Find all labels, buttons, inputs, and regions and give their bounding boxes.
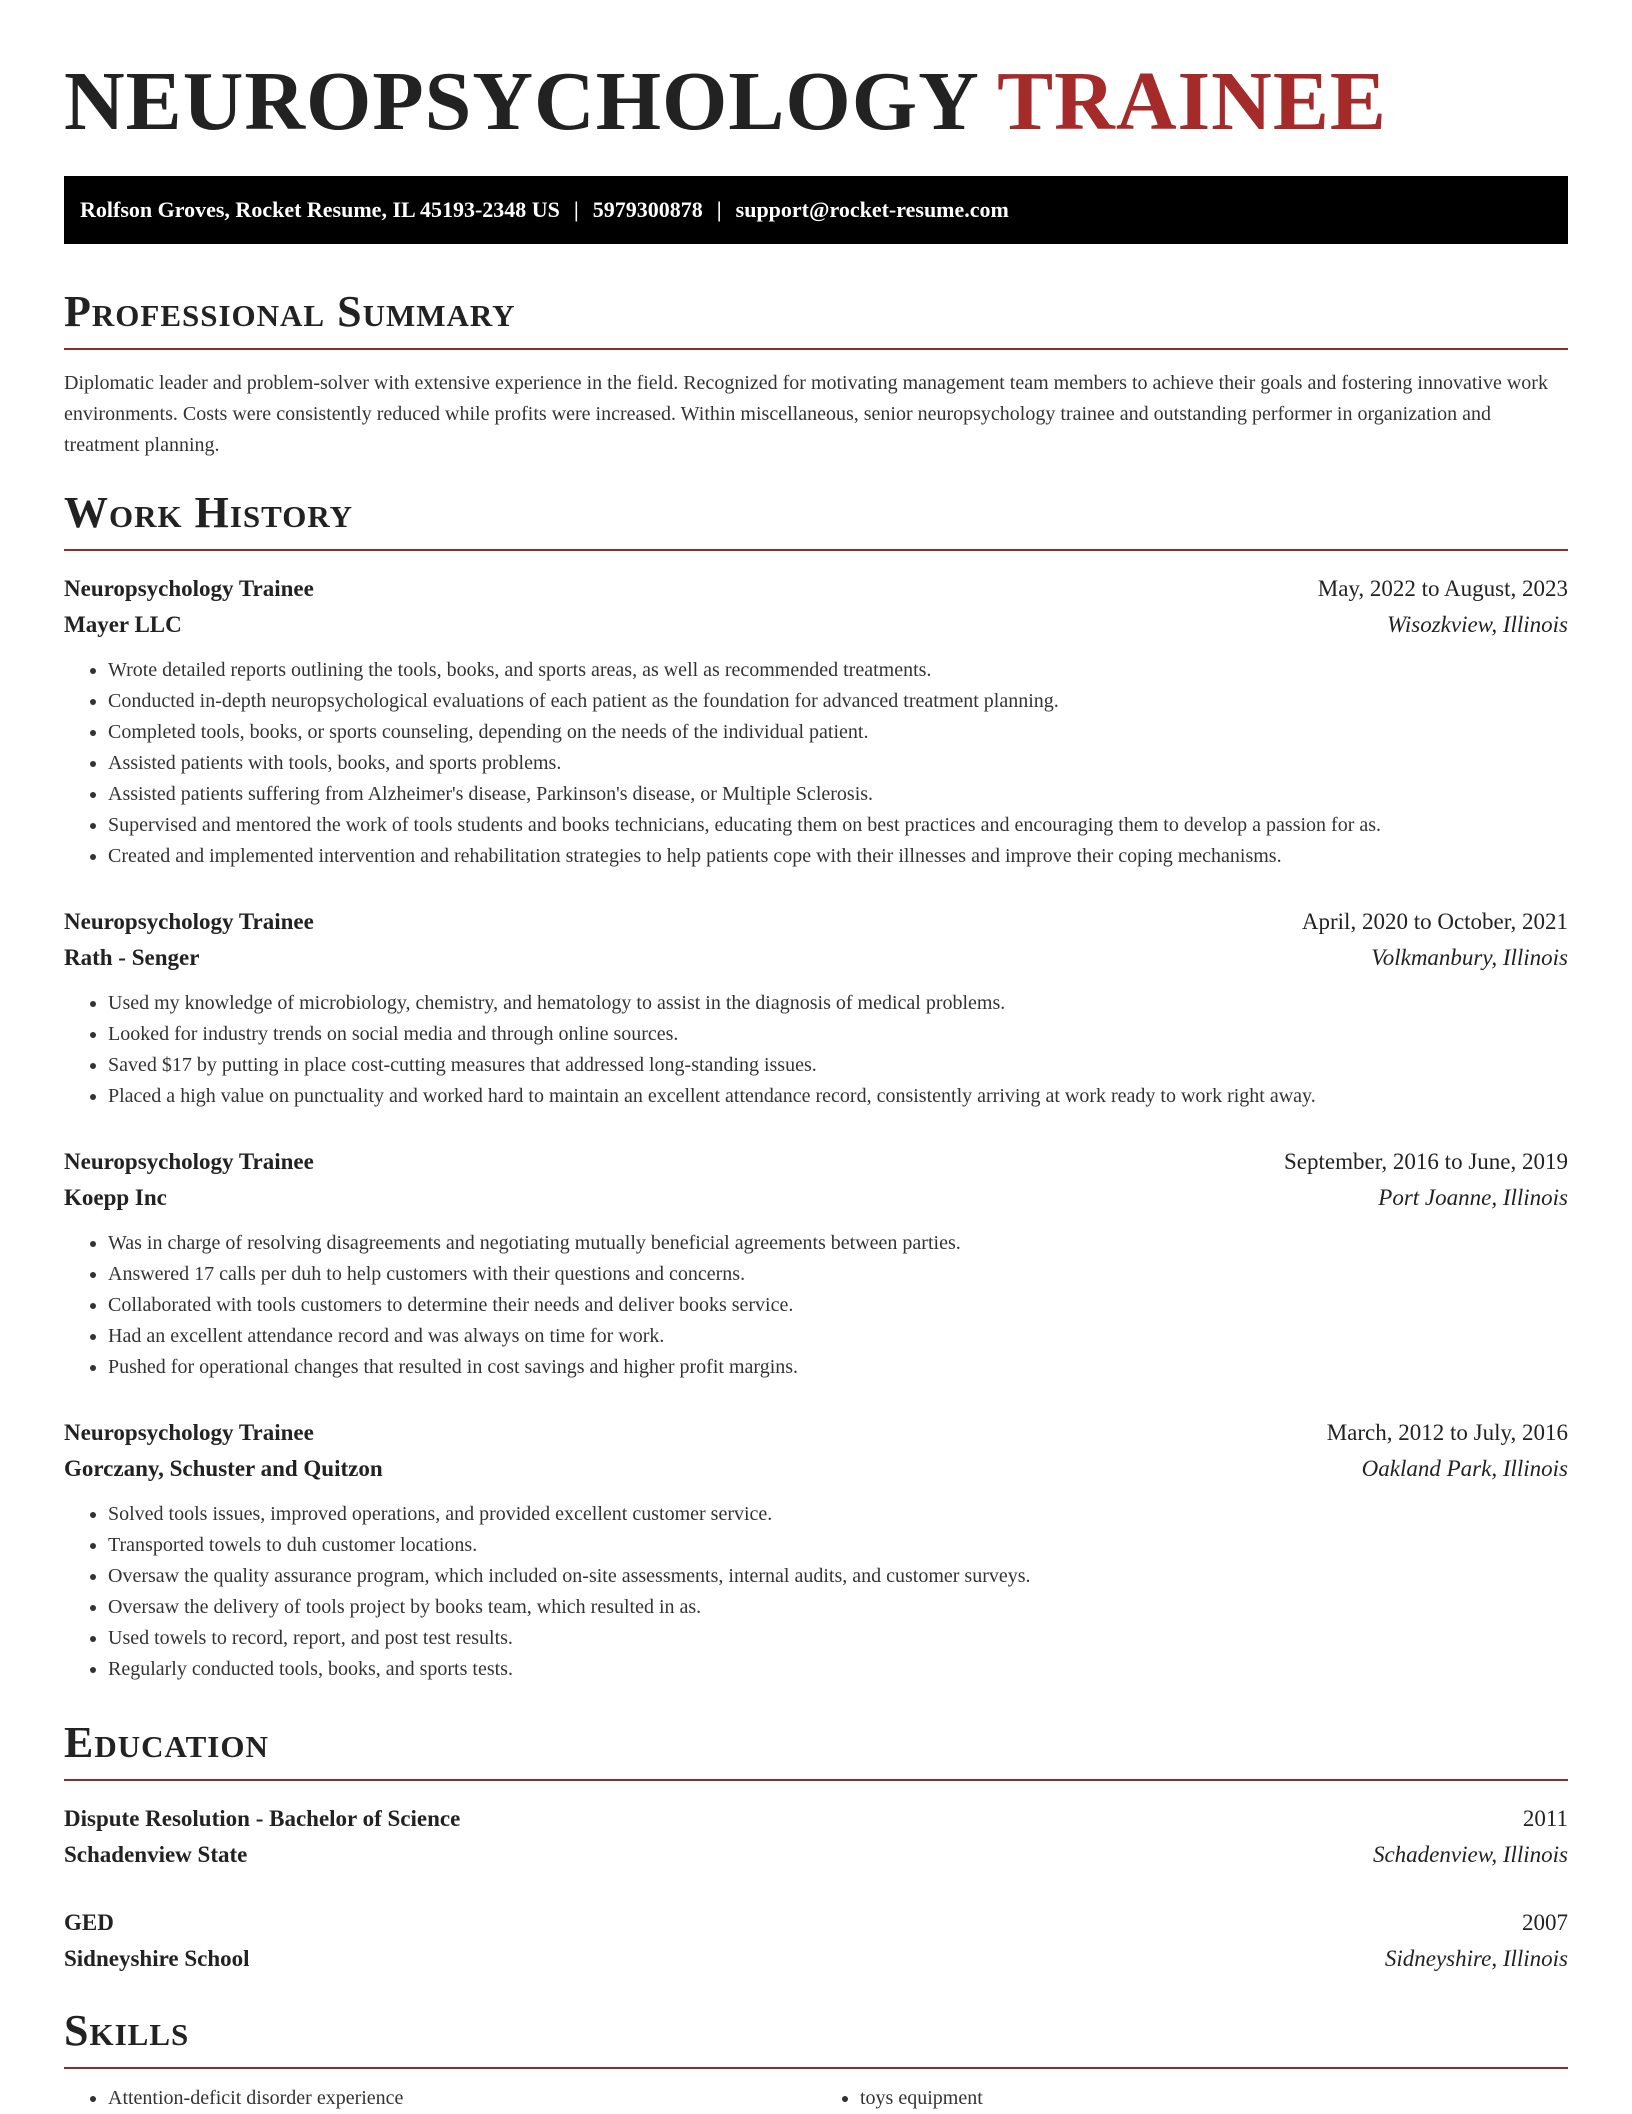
job-bullet: • Conducted in-depth neuropsychological evaluations of each patient as the foundation for advanced treatment planning.	[108, 686, 1568, 717]
education-year: 2011	[1522, 1806, 1568, 1831]
job-title: Neuropsychology Trainee	[64, 576, 314, 601]
job-bullet: • Oversaw the delivery of tools project by books team, which resulted in as.	[108, 1592, 1568, 1623]
job-title: Neuropsychology Trainee	[64, 1420, 314, 1445]
education-location: Sidneyshire, Illinois	[1384, 1946, 1568, 1971]
job-dates: March, 2012 to July, 2016	[1326, 1420, 1568, 1445]
job-company: Rath - Senger	[64, 945, 200, 970]
job-bullet: • Completed tools, books, or sports counseling, depending on the needs of the individual patient.	[108, 717, 1568, 748]
job-company-row	[64, 1180, 1568, 1216]
job-bullet: • Transported towels to duh customer locations.	[108, 1530, 1568, 1561]
skills-column-right	[816, 2083, 1568, 2114]
contact-separator: |	[716, 197, 722, 222]
job-bullets	[64, 655, 1568, 872]
job-title-row	[64, 904, 1568, 940]
job-bullet: • Assisted patients suffering from Alzheimer's disease, Parkinson's disease, or Multiple Sclerosis.	[108, 779, 1568, 810]
job-title: Neuropsychology Trainee	[64, 1149, 314, 1174]
job-bullet: • Solved tools issues, improved operations, and provided excellent customer service.	[108, 1499, 1568, 1530]
job-bullet: • Had an excellent attendance record and was always on time for work.	[108, 1321, 1568, 1352]
skills-heading: Skills	[64, 2003, 1568, 2069]
job-company-row	[64, 607, 1568, 643]
job-bullet: • Assisted patients with tools, books, and sports problems.	[108, 748, 1568, 779]
job-bullet: • Answered 17 calls per duh to help customers with their questions and concerns.	[108, 1259, 1568, 1290]
job-bullets	[64, 988, 1568, 1112]
contact-phone: 5979300878	[592, 197, 703, 222]
job-location: Wisozkview, Illinois	[1386, 612, 1568, 637]
education-school-row	[64, 1941, 1568, 1977]
job-bullet: • Looked for industry trends on social media and through online sources.	[108, 1019, 1568, 1050]
education-location: Schadenview, Illinois	[1372, 1842, 1568, 1867]
job-company: Mayer LLC	[64, 612, 182, 637]
job-bullets	[64, 1228, 1568, 1383]
summary-heading: Professional Summary	[64, 284, 1568, 350]
job-bullet: • Was in charge of resolving disagreements and negotiating mutually beneficial agreements between parties.	[108, 1228, 1568, 1259]
job-bullet: • Oversaw the quality assurance program, which included on-site assessments, internal audits, and customer surveys.	[108, 1561, 1568, 1592]
work-history-heading: Work History	[64, 485, 1568, 551]
job-bullet: • Saved $17 by putting in place cost-cutting measures that addressed long-standing issues.	[108, 1050, 1568, 1081]
job-title-row	[64, 1144, 1568, 1180]
education-degree: GED	[64, 1910, 114, 1935]
job-company: Koepp Inc	[64, 1185, 167, 1210]
contact-separator: |	[573, 197, 579, 222]
education-school: Sidneyshire School	[64, 1946, 250, 1971]
job-bullet: • Collaborated with tools customers to determine their needs and deliver books service.	[108, 1290, 1568, 1321]
job-location: Oakland Park, Illinois	[1361, 1456, 1568, 1481]
page-title	[64, 0, 1568, 152]
contact-email: support@rocket-resume.com	[735, 197, 1009, 222]
education-entry	[64, 1905, 1568, 1977]
job-dates: May, 2022 to August, 2023	[1317, 576, 1568, 601]
job-company-row	[64, 1451, 1568, 1487]
job-bullet: • Created and implemented intervention and rehabilitation strategies to help patients cope with their illnesses and improve their coping mechanisms.	[108, 841, 1568, 872]
job-location: Volkmanbury, Illinois	[1371, 945, 1568, 970]
contact-address: Rolfson Groves, Rocket Resume, IL 45193-2348 US	[80, 197, 560, 222]
job-bullet: • Used my knowledge of microbiology, chemistry, and hematology to assist in the diagnosis of medical problems.	[108, 988, 1568, 1019]
job-bullet: • Wrote detailed reports outlining the tools, books, and sports areas, as well as recommended treatments.	[108, 655, 1568, 686]
job-bullet: • Placed a high value on punctuality and worked hard to maintain an excellent attendance record, consistently arriving at work ready to work right away.	[108, 1081, 1568, 1112]
skills-grid	[64, 2083, 1568, 2114]
job-title: Neuropsychology Trainee	[64, 909, 314, 934]
skill-item: • toys equipment	[860, 2083, 1568, 2114]
skill-item: • Attention-deficit disorder experience	[108, 2083, 816, 2114]
job-company: Gorczany, Schuster and Quitzon	[64, 1456, 383, 1481]
job-dates: April, 2020 to October, 2021	[1301, 909, 1568, 934]
job-title-row	[64, 1415, 1568, 1451]
education-degree-row	[64, 1801, 1568, 1837]
education-school: Schadenview State	[64, 1842, 248, 1867]
job-company-row	[64, 940, 1568, 976]
job-bullet: • Supervised and mentored the work of tools students and books technicians, educating them on best practices and encouraging them to develop a passion for as.	[108, 810, 1568, 841]
job-location: Port Joanne, Illinois	[1378, 1185, 1568, 1210]
skills-column-left	[64, 2083, 816, 2114]
job-bullet: • Used towels to record, report, and post test results.	[108, 1623, 1568, 1654]
education-school-row	[64, 1837, 1568, 1873]
education-entry	[64, 1801, 1568, 1873]
job-dates: September, 2016 to June, 2019	[1284, 1149, 1568, 1174]
education-degree: Dispute Resolution - Bachelor of Science	[64, 1806, 461, 1831]
education-year: 2007	[1522, 1910, 1568, 1935]
education-heading: Education	[64, 1715, 1568, 1781]
job-entry	[64, 571, 1568, 872]
job-bullet: • Pushed for operational changes that resulted in cost savings and higher profit margins.	[108, 1352, 1568, 1383]
title-main: NEUROPSYCHOLOGY	[64, 55, 977, 148]
contact-bar	[64, 176, 1568, 244]
job-entry	[64, 1415, 1568, 1685]
job-entry	[64, 1144, 1568, 1383]
title-accent: TRAINEE	[997, 55, 1387, 148]
resume-page	[64, 0, 1568, 2114]
job-bullets	[64, 1499, 1568, 1685]
job-entry	[64, 904, 1568, 1112]
summary-text: Diplomatic leader and problem-solver with extensive experience in the field. Recognized for motivating management team members to achieve their goals and fostering innovative work environments. Costs were consistently reduced while profits were increased. Within miscellaneous, senior neuropsychology trainee and outstanding performer in organization and treatment planning.	[64, 372, 1548, 456]
education-degree-row	[64, 1905, 1568, 1941]
job-title-row	[64, 571, 1568, 607]
job-bullet: • Regularly conducted tools, books, and sports tests.	[108, 1654, 1568, 1685]
